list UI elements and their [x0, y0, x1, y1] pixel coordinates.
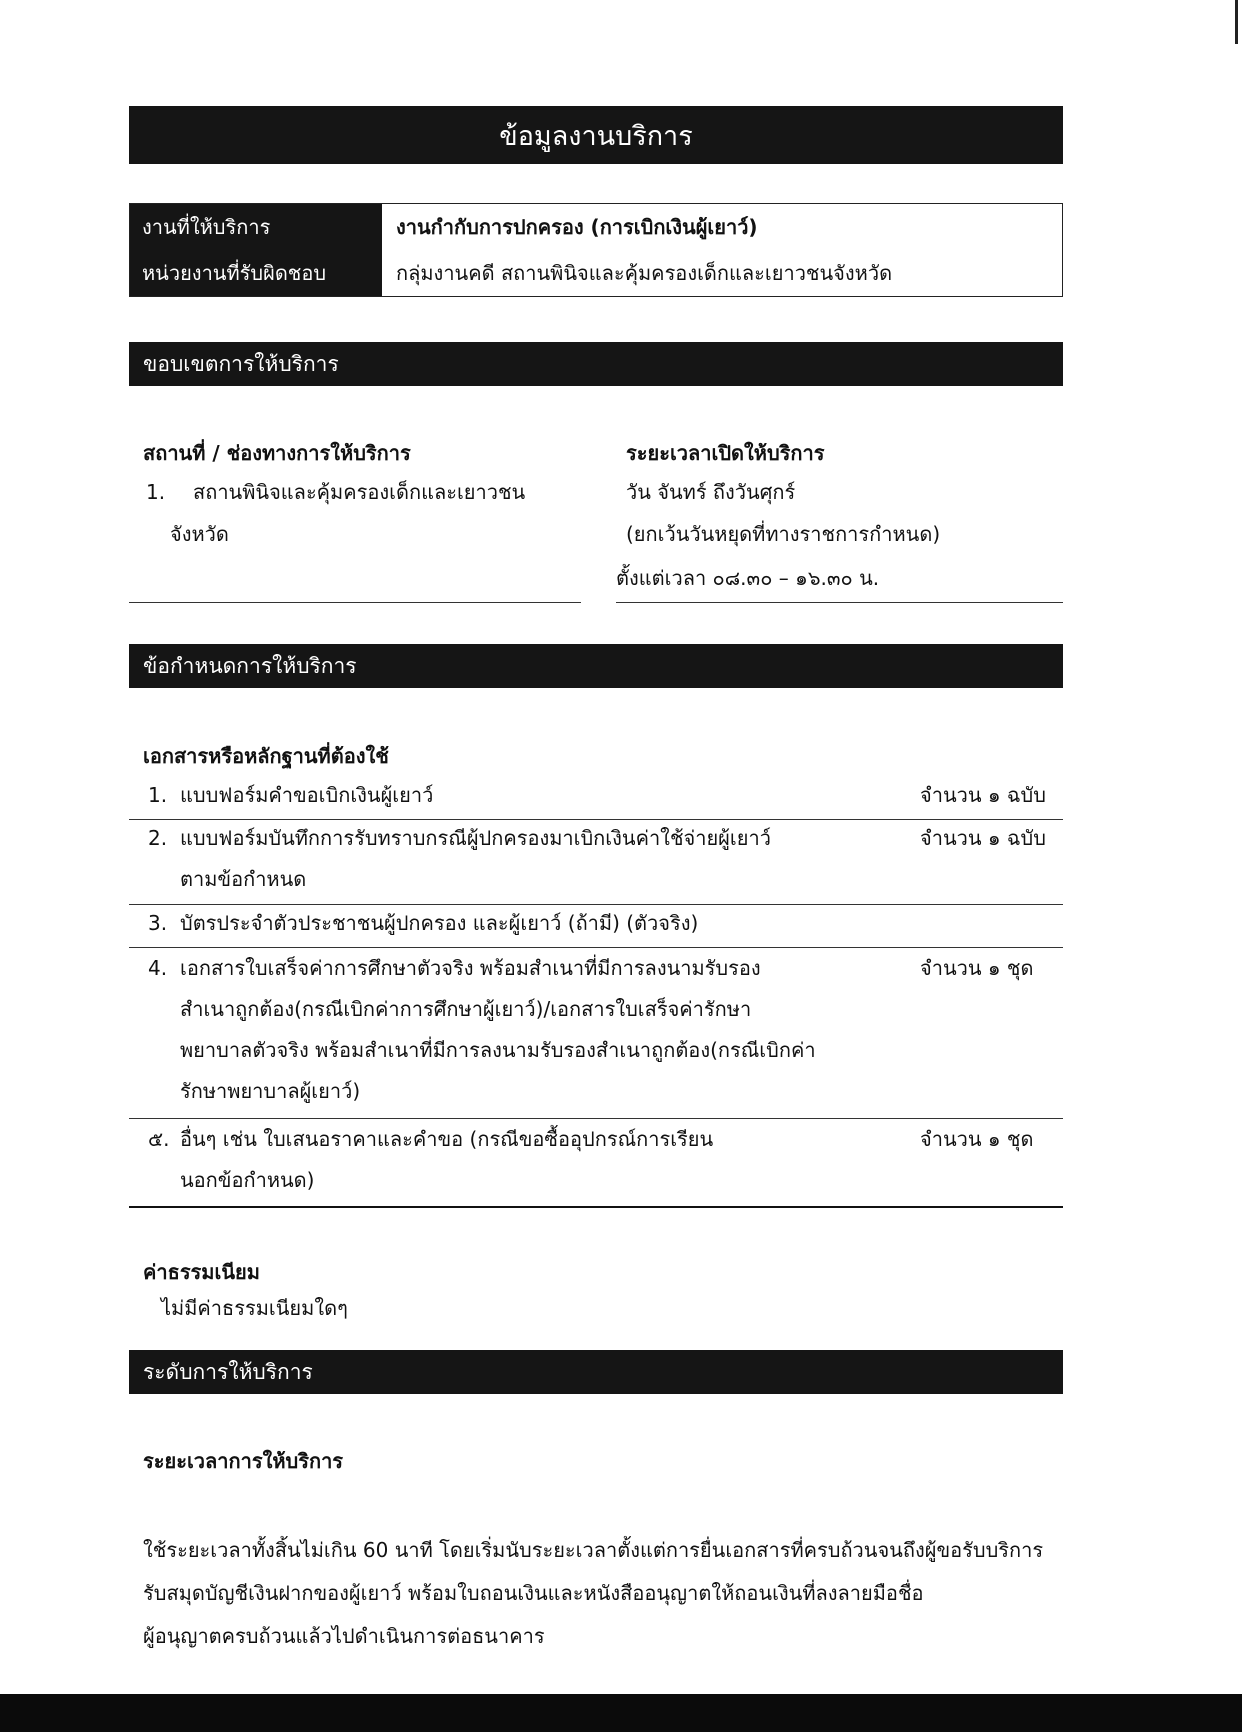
- doc-item-5-qty: จำนวน ๑ ชุด: [920, 1127, 1034, 1151]
- doc-item-4-text: [180, 948, 880, 1112]
- doc-item-2-line-2: ตามข้อกำหนด: [180, 867, 307, 891]
- doc-item-2-line-1: แบบฟอร์มบันทึกการรับทราบกรณีผู้ปกครองมาเบิกเงินค่าใช้จ่ายผู้เยาว์: [180, 826, 771, 850]
- info-value-service: งานกำกับการปกครอง (การเบิกเงินผู้เยาว์): [396, 215, 758, 239]
- section-requirements-header: [129, 644, 1063, 688]
- doc-item-5-line-2: นอกข้อกำหนด): [180, 1168, 315, 1192]
- info-label-agency: หน่วยงานที่รับผิดชอบ: [130, 250, 382, 296]
- docs-end-divider: [129, 1206, 1063, 1208]
- doc-item-3-line-1: บัตรประจำตัวประชาชนผู้ปกครอง และผู้เยาว์ (ถ้ามี) (ตัวจริง): [180, 911, 699, 935]
- doc-item-4-line-2: สำเนาถูกต้อง(กรณีเบิกค่าการศึกษาผู้เยาว์)/เอกสารใบเสร็จค่ารักษา: [180, 997, 752, 1021]
- doc-item-4-number: 4.: [148, 956, 168, 980]
- doc-item-5: [148, 1119, 1048, 1201]
- hours-line-3: ตั้งแต่เวลา ๐๘.๓๐ – ๑๖.๓๐ น.: [616, 566, 880, 590]
- location-line-1: สถานพินิจและคุ้มครองเด็กและเยาวชน: [193, 480, 526, 504]
- doc-item-3-number: 3.: [148, 911, 168, 935]
- doc-item-3-text: [180, 903, 880, 944]
- fee-text: ไม่มีค่าธรรมเนียมใดๆ: [161, 1296, 348, 1320]
- info-label-service: งานที่ให้บริการ: [130, 204, 382, 250]
- section-level-header: [129, 1350, 1063, 1394]
- time-line-1: ใช้ระยะเวลาทั้งสิ้นไม่เกิน 60 นาที โดยเริ่มนับระยะเวลาตั้งแต่การยื่นเอกสารที่ครบถ้วนจนถึงผู้ขอรับบริการ: [143, 1538, 1044, 1562]
- location-line-2: จังหวัด: [170, 522, 229, 546]
- hours-line-1: วัน จันทร์ ถึงวันศุกร์: [626, 480, 796, 504]
- document-title-bar: [129, 106, 1063, 164]
- section-scope-header: [129, 342, 1063, 386]
- time-heading: ระยะเวลาการให้บริการ: [143, 1449, 344, 1473]
- info-row-service: [130, 204, 1062, 250]
- doc-item-2-qty: จำนวน ๑ ฉบับ: [920, 826, 1046, 850]
- section-requirements-title: ข้อกำหนดการให้บริการ: [143, 653, 357, 678]
- doc-item-1: [148, 775, 1048, 816]
- doc-item-4: [148, 948, 1048, 1112]
- doc-item-4-qty: จำนวน ๑ ชุด: [920, 956, 1034, 980]
- doc-item-1-number: 1.: [148, 783, 168, 807]
- section-level-title: ระดับการให้บริการ: [143, 1359, 313, 1384]
- doc-item-5-line-1: อื่นๆ เช่น ใบเสนอราคาและคำขอ (กรณีขอซื้ออุปกรณ์การเรียน: [180, 1127, 714, 1151]
- time-line-2: รับสมุดบัญชีเงินฝากของผู้เยาว์ พร้อมใบถอนเงินและหนังสืออนุญาตให้ถอนเงินที่ลงลายมือชื่อ: [143, 1581, 924, 1605]
- doc-item-3: [148, 903, 1048, 944]
- service-info-table: [129, 203, 1063, 297]
- fee-heading: ค่าธรรมเนียม: [143, 1260, 260, 1284]
- doc-item-2: [148, 818, 1048, 900]
- doc-item-1-line-1: แบบฟอร์มคำขอเบิกเงินผู้เยาว์: [180, 783, 434, 807]
- doc-item-2-number: 2.: [148, 826, 168, 850]
- doc-item-4-line-4: รักษาพยาบาลผู้เยาว์): [180, 1079, 361, 1103]
- location-number: 1.: [146, 480, 166, 504]
- location-heading: สถานที่ / ช่องทางการให้บริการ: [143, 441, 411, 465]
- docs-heading: เอกสารหรือหลักฐานที่ต้องใช้: [143, 744, 389, 768]
- scan-bottom-bar: [0, 1694, 1242, 1732]
- doc-item-4-line-3: พยาบาลตัวจริง พร้อมสำเนาที่มีการลงนามรับรองสำเนาถูกต้อง(กรณีเบิกค่า: [180, 1038, 816, 1062]
- info-row-agency: [130, 250, 1062, 296]
- doc-item-1-text: [180, 775, 880, 816]
- doc-item-5-number: ๕.: [148, 1127, 170, 1151]
- scan-edge-line: [1235, 0, 1238, 44]
- doc-item-1-qty: จำนวน ๑ ฉบับ: [920, 783, 1046, 807]
- location-divider: [129, 602, 581, 603]
- doc-item-2-text: [180, 818, 880, 900]
- section-scope-title: ขอบเขตการให้บริการ: [143, 351, 339, 376]
- hours-heading: ระยะเวลาเปิดให้บริการ: [626, 441, 825, 465]
- time-line-3: ผู้อนุญาตครบถ้วนแล้วไปดำเนินการต่อธนาคาร: [143, 1624, 545, 1648]
- info-value-agency: กลุ่มงานคดี สถานพินิจและคุ้มครองเด็กและเยาวชนจังหวัด: [396, 261, 893, 285]
- hours-line-2: (ยกเว้นวันหยุดที่ทางราชการกำหนด): [626, 522, 941, 546]
- doc-item-5-text: [180, 1119, 880, 1201]
- hours-divider: [616, 602, 1063, 603]
- document-title: ข้อมูลงานบริการ: [499, 120, 693, 152]
- doc-item-4-line-1: เอกสารใบเสร็จค่าการศึกษาตัวจริง พร้อมสำเนาที่มีการลงนามรับรอง: [180, 956, 761, 980]
